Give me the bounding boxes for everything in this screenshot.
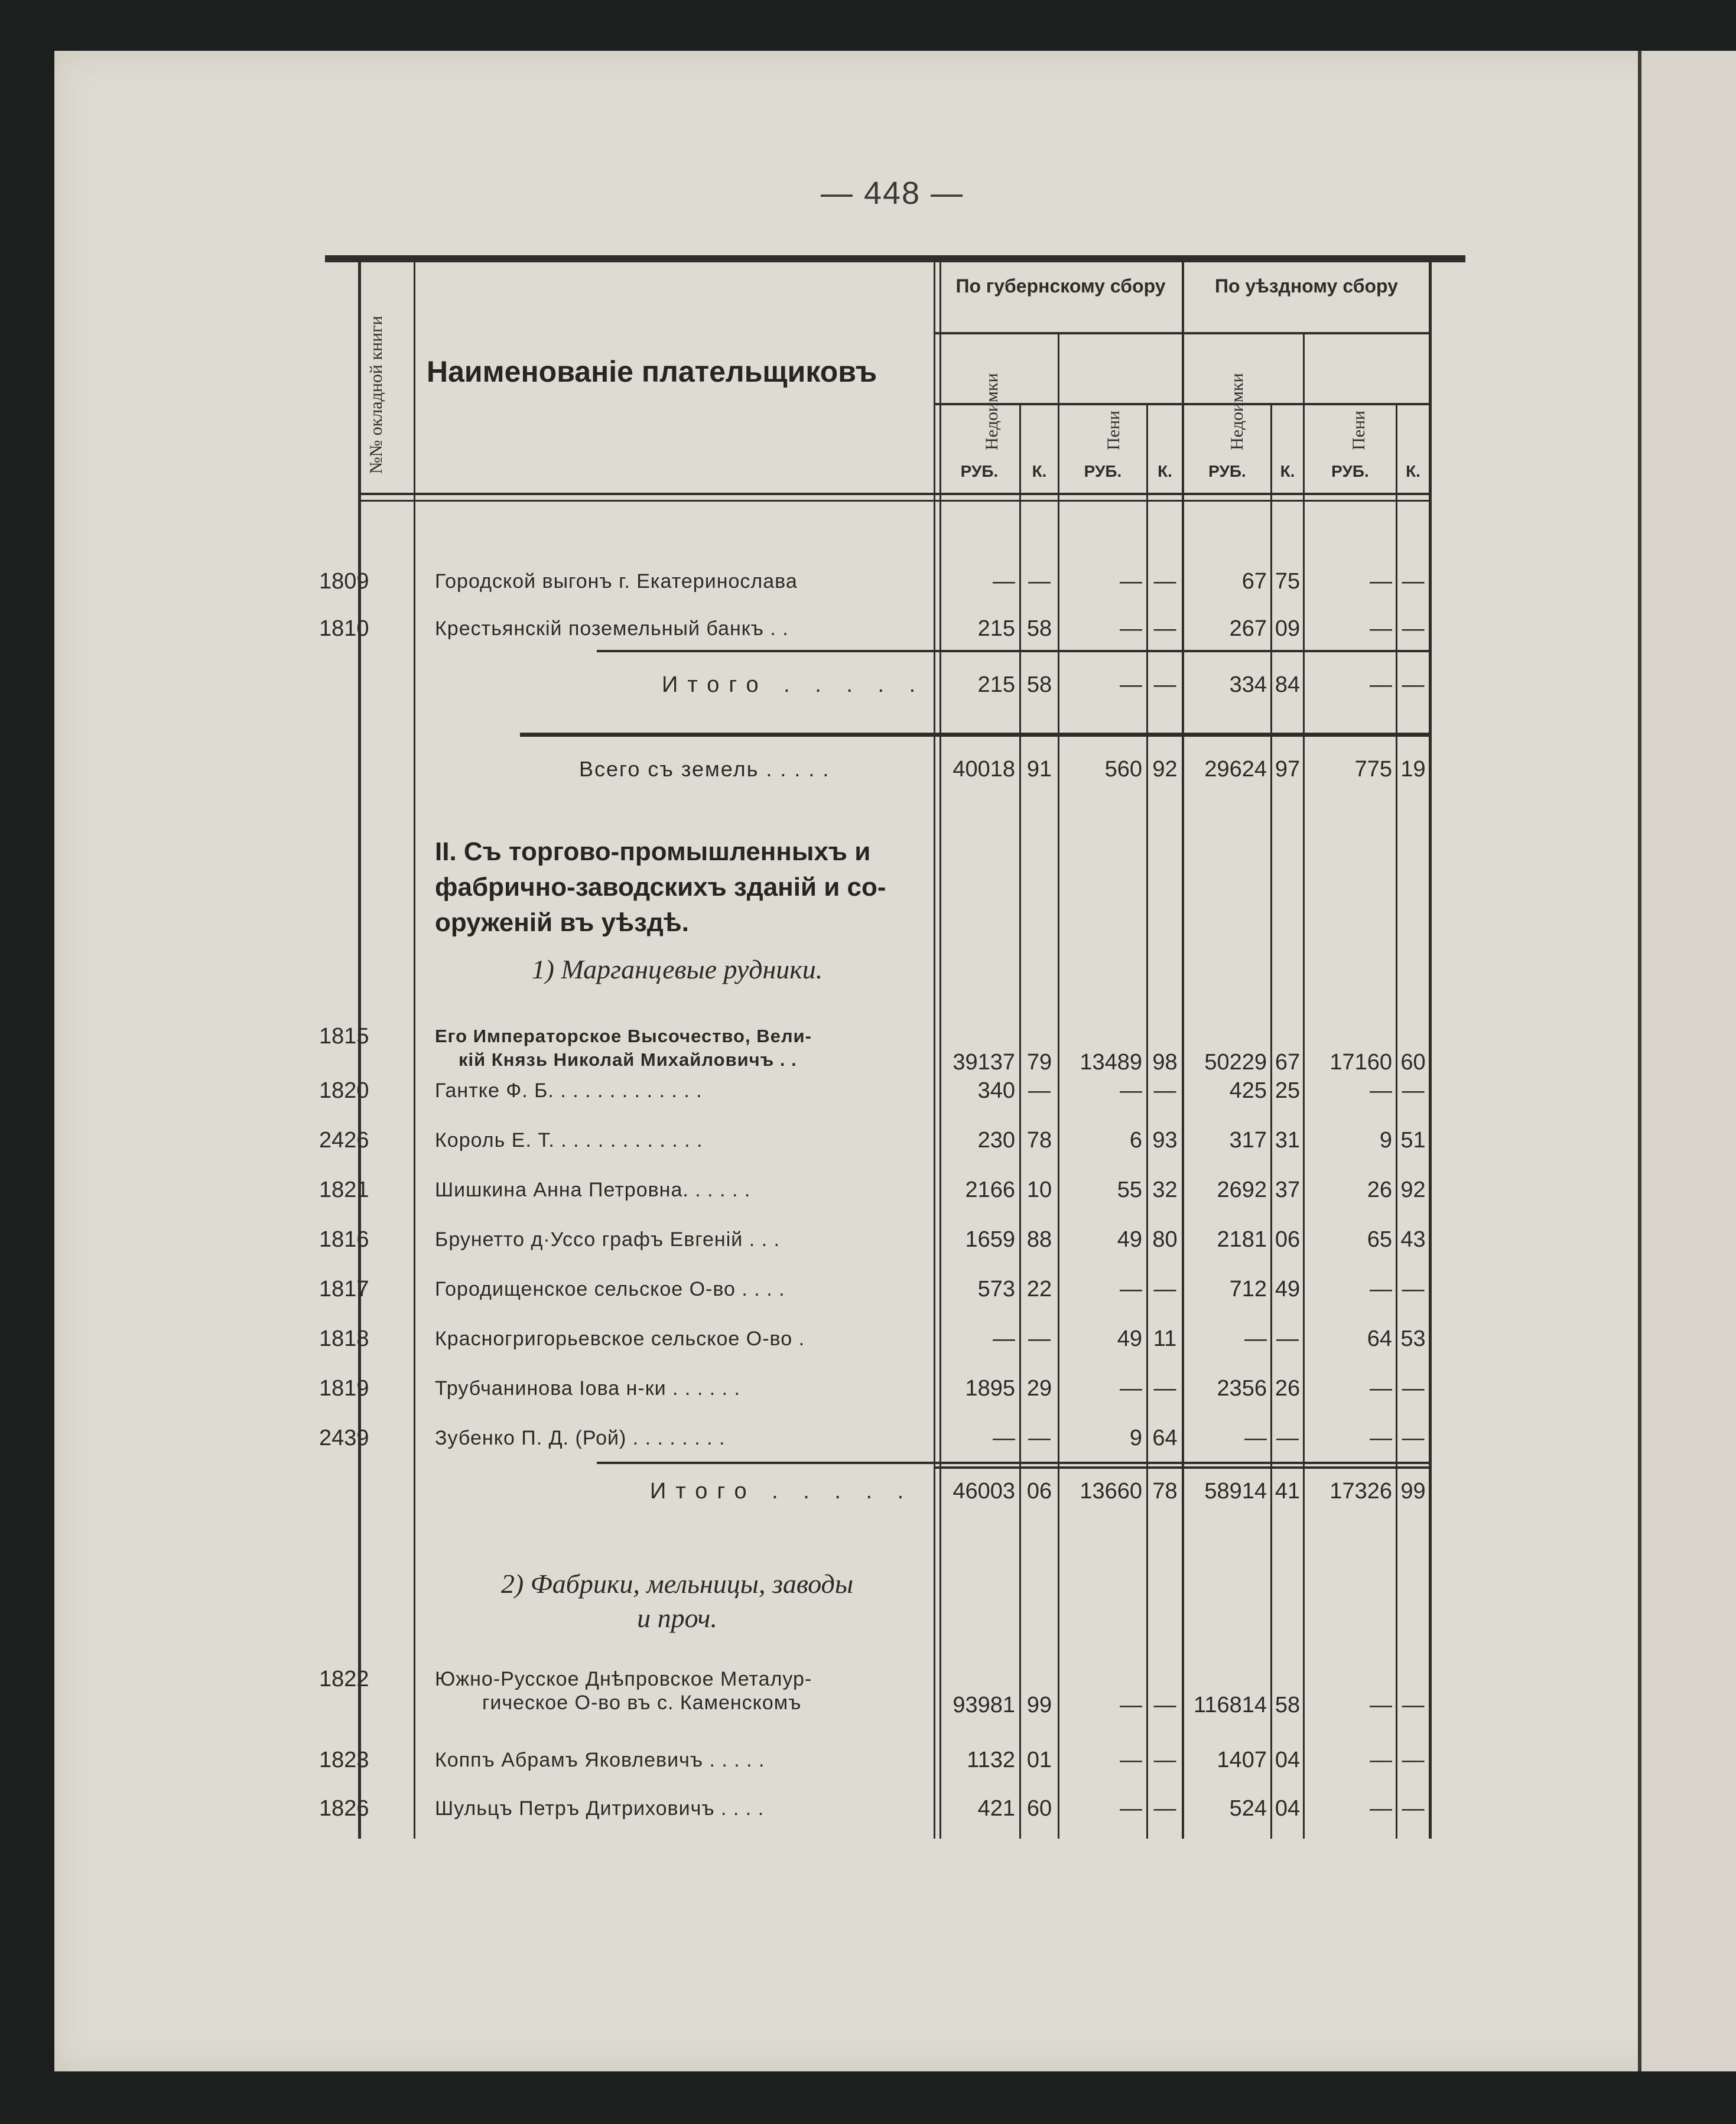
amount-g-p-k: 11 [1153,1326,1177,1351]
amount-u-n-r: 524 [1229,1796,1267,1821]
payer-name: Шульцъ Петръ Дитриховичъ . . . . [435,1797,765,1820]
amount-g-p-r: 13660 [1080,1479,1142,1504]
amount-g-n-k: 06 [1026,1479,1052,1504]
amount-g-p-r: — [1120,1796,1142,1821]
book-number: 1810 [319,616,369,641]
header-bottom-rule [358,493,1429,495]
amount-g-p-r: — [1120,1748,1142,1772]
amount-g-p-k: 80 [1152,1227,1178,1252]
amount-u-n-r: 712 [1229,1277,1267,1302]
table-row [319,1747,1465,1783]
amount-g-n-k: — [1028,1078,1051,1103]
amount-g-n-r: 573 [977,1277,1015,1302]
amount-u-p-k: — [1402,616,1425,641]
amount-u-p-r: — [1370,1748,1392,1772]
amount-g-n-r: — [993,1326,1015,1351]
amount-g-p-r: 9 [1129,1426,1142,1450]
amount-u-n-k: 25 [1275,1078,1301,1103]
amount-g-n-r: 215 [977,616,1015,641]
subtotal-label: Итого . . . . . [662,672,925,697]
table-row [319,568,1465,604]
amount-g-n-k: 10 [1026,1178,1052,1202]
amount-u-p-r: 64 [1367,1326,1392,1351]
amount-u-n-k: 09 [1275,616,1301,641]
amount-g-p-r: — [1120,569,1142,594]
payer-name: Городской выгонъ г. Екатеринослава [435,570,798,593]
amount-u-n-r: 317 [1229,1128,1267,1153]
amount-g-n-r: 1659 [965,1227,1015,1252]
subtotal-row [325,672,1465,707]
book-number: 1809 [319,569,369,594]
amount-g-n-k: 88 [1026,1227,1052,1252]
amount-u-n-r: 29624 [1204,757,1267,782]
amount-g-p-k: 93 [1152,1128,1178,1153]
subsection-factories: 2) Фабрики, мельницы, заводы и проч. [500,1569,854,1633]
header-bottom-rule [358,500,1429,502]
table-row [319,1177,1465,1212]
amount-g-p-r: — [1120,1078,1142,1103]
amount-g-p-r: — [1120,1693,1142,1718]
amount-g-p-k: 92 [1152,757,1178,782]
subtotal-label: Итого . . . . . [650,1479,913,1504]
amount-g-p-r: 49 [1117,1227,1142,1252]
uezd-header: По уѣздному сбору [1215,275,1398,297]
amount-u-n-r: 2356 [1217,1376,1267,1401]
amount-u-p-k: — [1402,1078,1425,1103]
amount-u-p-k: — [1402,672,1425,697]
amount-g-p-r: 560 [1104,757,1142,782]
amount-g-n-r: 340 [977,1078,1015,1103]
amount-u-p-r: 65 [1367,1227,1392,1252]
amount-u-n-k: 26 [1275,1376,1301,1401]
amount-u-n-r: 267 [1229,616,1267,641]
amount-u-p-r: — [1370,1426,1392,1450]
sum-rule [597,650,1430,652]
subsection-manganese: 1) Марганцевые рудники. [531,954,823,984]
amount-g-p-k: — [1153,616,1176,641]
amount-u-n-r: 67 [1241,569,1267,594]
amount-g-p-k: 98 [1152,1050,1178,1075]
amount-u-p-k: 43 [1400,1227,1426,1252]
amount-g-p-r: — [1120,672,1142,697]
amount-g-p-r: 13489 [1080,1050,1142,1075]
gub-header: По губернскому сбору [955,275,1166,297]
amount-u-n-r: 2181 [1217,1227,1267,1252]
amount-u-p-k: — [1402,1426,1425,1450]
amount-u-p-k: — [1402,1796,1425,1821]
amount-u-n-r: 58914 [1204,1479,1267,1504]
amount-g-n-k: 60 [1026,1796,1052,1821]
amount-u-p-r: — [1370,569,1392,594]
amount-u-n-k: 49 [1275,1277,1301,1302]
payers-table [319,255,1465,1839]
top-rule [325,255,1465,262]
amount-u-p-k: — [1402,569,1425,594]
amount-u-n-r: — [1244,1426,1267,1450]
book-number: 2439 [319,1426,369,1450]
amount-u-p-k: — [1402,1277,1425,1302]
amount-g-p-k: 32 [1152,1178,1178,1202]
amount-g-p-k: 64 [1152,1426,1178,1450]
amount-u-p-r: — [1370,672,1392,697]
table-row [319,1326,1465,1361]
amount-g-n-k: — [1028,569,1051,594]
unit-rub: РУБ. [1084,462,1122,480]
amount-u-p-k: 60 [1400,1050,1426,1075]
amount-u-n-k: 06 [1275,1227,1301,1252]
amount-u-p-k: 99 [1400,1479,1426,1504]
amount-g-p-r: — [1120,1277,1142,1302]
unit-rub: РУБ. [960,462,999,480]
amount-u-p-r: 26 [1367,1178,1392,1202]
book-number: 1818 [319,1326,369,1351]
payer-name: гическое О-во въ с. Каменскомъ [482,1692,802,1714]
amount-g-n-r: — [993,1426,1015,1450]
amount-u-p-r: — [1370,1693,1392,1718]
amount-g-n-r: 421 [977,1796,1015,1821]
payer-name: Городищенское сельское О-во . . . . [435,1278,785,1300]
amount-u-p-r: 17326 [1329,1479,1392,1504]
amount-g-p-r: 49 [1117,1326,1142,1351]
payer-name: Его Императорское Высочество, Вели- [435,1026,812,1046]
amount-u-p-r: 17160 [1329,1050,1392,1075]
amount-u-n-r: 116814 [1194,1693,1267,1718]
payer-name: Коппъ Абрамъ Яковлевичъ . . . . . [435,1749,765,1771]
amount-u-n-k: 31 [1275,1128,1301,1153]
amount-g-n-k: 78 [1026,1128,1052,1153]
table-row [319,1078,1465,1113]
amount-u-p-k: 53 [1400,1326,1426,1351]
payer-name: Король Е. Т. . . . . . . . . . . . . [435,1129,703,1152]
unit-rub: РУБ. [1331,462,1369,480]
unit-kop: К. [1032,462,1047,480]
amount-u-n-r: 425 [1229,1078,1267,1103]
amount-g-n-r: 1895 [965,1376,1015,1401]
total-row [325,756,1465,792]
amount-g-n-k: 58 [1026,616,1052,641]
gub-nedoimki-header: Недоимки [982,373,1002,450]
amount-g-p-k: 78 [1152,1479,1178,1504]
table-row [319,1023,1465,1075]
amount-g-p-r: 6 [1129,1128,1142,1153]
amount-g-p-k: — [1153,672,1176,697]
payer-name: Гантке Ф. Б. . . . . . . . . . . . . [435,1079,703,1102]
payer-name: Крестьянскій поземельный банкъ . . [435,617,789,640]
amount-g-n-r: 215 [977,672,1015,697]
amount-u-n-k: 97 [1275,757,1301,782]
table-row [319,1276,1465,1312]
amount-u-n-k: — [1276,1326,1299,1351]
amount-u-n-k: 75 [1275,569,1301,594]
payer-name: Южно-Русское Днѣпровское Металур- [435,1668,812,1690]
unit-kop: К. [1406,462,1420,480]
unit-kop: К. [1280,462,1295,480]
payer-name: Брунетто д·Уссо графъ Евгеній . . . [435,1228,780,1251]
amount-u-p-r: — [1370,1277,1392,1302]
table-row [319,1227,1465,1262]
amount-g-n-r: 1132 [967,1748,1015,1772]
payer-name: Красногригорьевское сельское О-во . [435,1328,805,1350]
amount-u-p-k: — [1402,1376,1425,1401]
book-number: 1821 [319,1178,369,1202]
amount-g-n-r: 2166 [965,1178,1015,1202]
amount-g-n-r: 93981 [952,1693,1015,1718]
amount-u-p-k: 92 [1400,1178,1426,1202]
book-number: 1822 [319,1667,369,1692]
sum-rule [520,733,1430,737]
amount-u-n-r: 1407 [1217,1748,1267,1772]
amount-u-p-k: — [1402,1748,1425,1772]
amount-u-n-k: 04 [1275,1796,1301,1821]
amount-g-n-r: 39137 [952,1050,1015,1075]
table-row [319,1796,1465,1831]
book-number: 1826 [319,1796,369,1821]
amount-g-n-k: — [1028,1326,1051,1351]
amount-u-n-r: 2692 [1217,1178,1267,1202]
payer-name: Шишкина Анна Петровна. . . . . . [435,1179,751,1201]
unit-rub: РУБ. [1208,462,1246,480]
header-rule [935,403,1429,405]
uezd-peni-header: Пени [1349,410,1368,450]
amount-u-n-k: 41 [1275,1479,1301,1504]
uezd-nedoimki-header: Недоимки [1227,373,1247,450]
amount-g-n-k: 01 [1026,1748,1052,1772]
subtotal-row [325,1478,1465,1514]
amount-g-n-k: 99 [1026,1693,1052,1718]
amount-u-n-r: 50229 [1204,1050,1267,1075]
amount-u-n-k: 04 [1275,1748,1301,1772]
amount-g-p-k: — [1153,1277,1176,1302]
amount-g-p-r: — [1120,616,1142,641]
book-number: 1817 [319,1277,369,1302]
amount-g-p-k: — [1153,1796,1176,1821]
amount-u-p-r: — [1370,1078,1392,1103]
amount-g-p-k: — [1153,569,1176,594]
adjacent-page [1638,51,1736,2071]
amount-g-n-k: 58 [1026,672,1052,697]
sum-rule [597,1462,1430,1464]
table-row [319,616,1465,651]
page-number: — 448 — [820,175,964,211]
amount-u-n-r: — [1244,1326,1267,1351]
book-number: 1816 [319,1227,369,1252]
amount-u-n-r: 334 [1229,672,1267,697]
amount-u-n-k: 84 [1275,672,1301,697]
amount-g-n-k: 91 [1026,757,1052,782]
amount-g-n-r: — [993,569,1015,594]
amount-g-n-r: 40018 [952,757,1015,782]
amount-u-n-k: 58 [1275,1693,1301,1718]
amount-g-n-k: 79 [1026,1050,1052,1075]
sum-rule [934,1466,1430,1469]
book-number: 1823 [319,1748,369,1772]
amount-u-p-r: 9 [1379,1128,1392,1153]
amount-g-p-k: — [1153,1748,1176,1772]
amount-g-n-k: 22 [1026,1277,1052,1302]
amount-u-n-k: 67 [1275,1050,1301,1075]
amount-u-p-k: — [1402,1693,1425,1718]
amount-u-p-r: — [1370,616,1392,641]
table-row [319,1666,1465,1718]
amount-g-p-r: — [1120,1376,1142,1401]
header-rule [935,332,1429,334]
gub-peni-header: Пени [1104,410,1123,450]
amount-g-n-r: 46003 [952,1479,1015,1504]
table-row [319,1127,1465,1163]
payer-name: Зубенко П. Д. (Рой) . . . . . . . . [435,1427,726,1449]
amount-g-p-k: — [1153,1376,1176,1401]
payer-name: кій Князь Николай Михайловичъ . . [459,1049,797,1070]
amount-u-p-r: — [1370,1376,1392,1401]
book-number: 2426 [319,1128,369,1153]
book-number: 1820 [319,1078,369,1103]
book-number: 1819 [319,1376,369,1401]
unit-kop: К. [1158,462,1172,480]
amount-u-p-r: — [1370,1796,1392,1821]
book-number: 1815 [319,1024,369,1049]
table-row [319,1375,1465,1411]
amount-g-n-r: 230 [977,1128,1015,1153]
payer-name: Трубчанинова Іова н-ки . . . . . . [435,1377,740,1400]
table-row [319,1425,1465,1461]
amount-u-n-k: — [1276,1426,1299,1450]
total-label: Всего съ земель . . . . . [579,757,830,781]
amount-g-p-r: 55 [1117,1178,1142,1202]
amount-u-p-r: 775 [1354,757,1392,782]
amount-u-p-k: 51 [1400,1128,1426,1153]
amount-u-n-k: 37 [1275,1178,1301,1202]
amount-u-p-k: 19 [1400,757,1426,782]
amount-g-n-k: — [1028,1426,1051,1450]
amount-g-p-k: — [1153,1693,1176,1718]
section-heading: II. Съ торгово-промышленныхъ и фабрично-заводскихъ зданій и со- оруженій въ уѣздѣ. [435,837,886,937]
book-column-header: №№ окладной книги [366,315,386,474]
amount-g-n-k: 29 [1026,1376,1052,1401]
amount-g-p-k: — [1153,1078,1176,1103]
name-column-header: Наименованіе плательщиковъ [427,355,877,388]
